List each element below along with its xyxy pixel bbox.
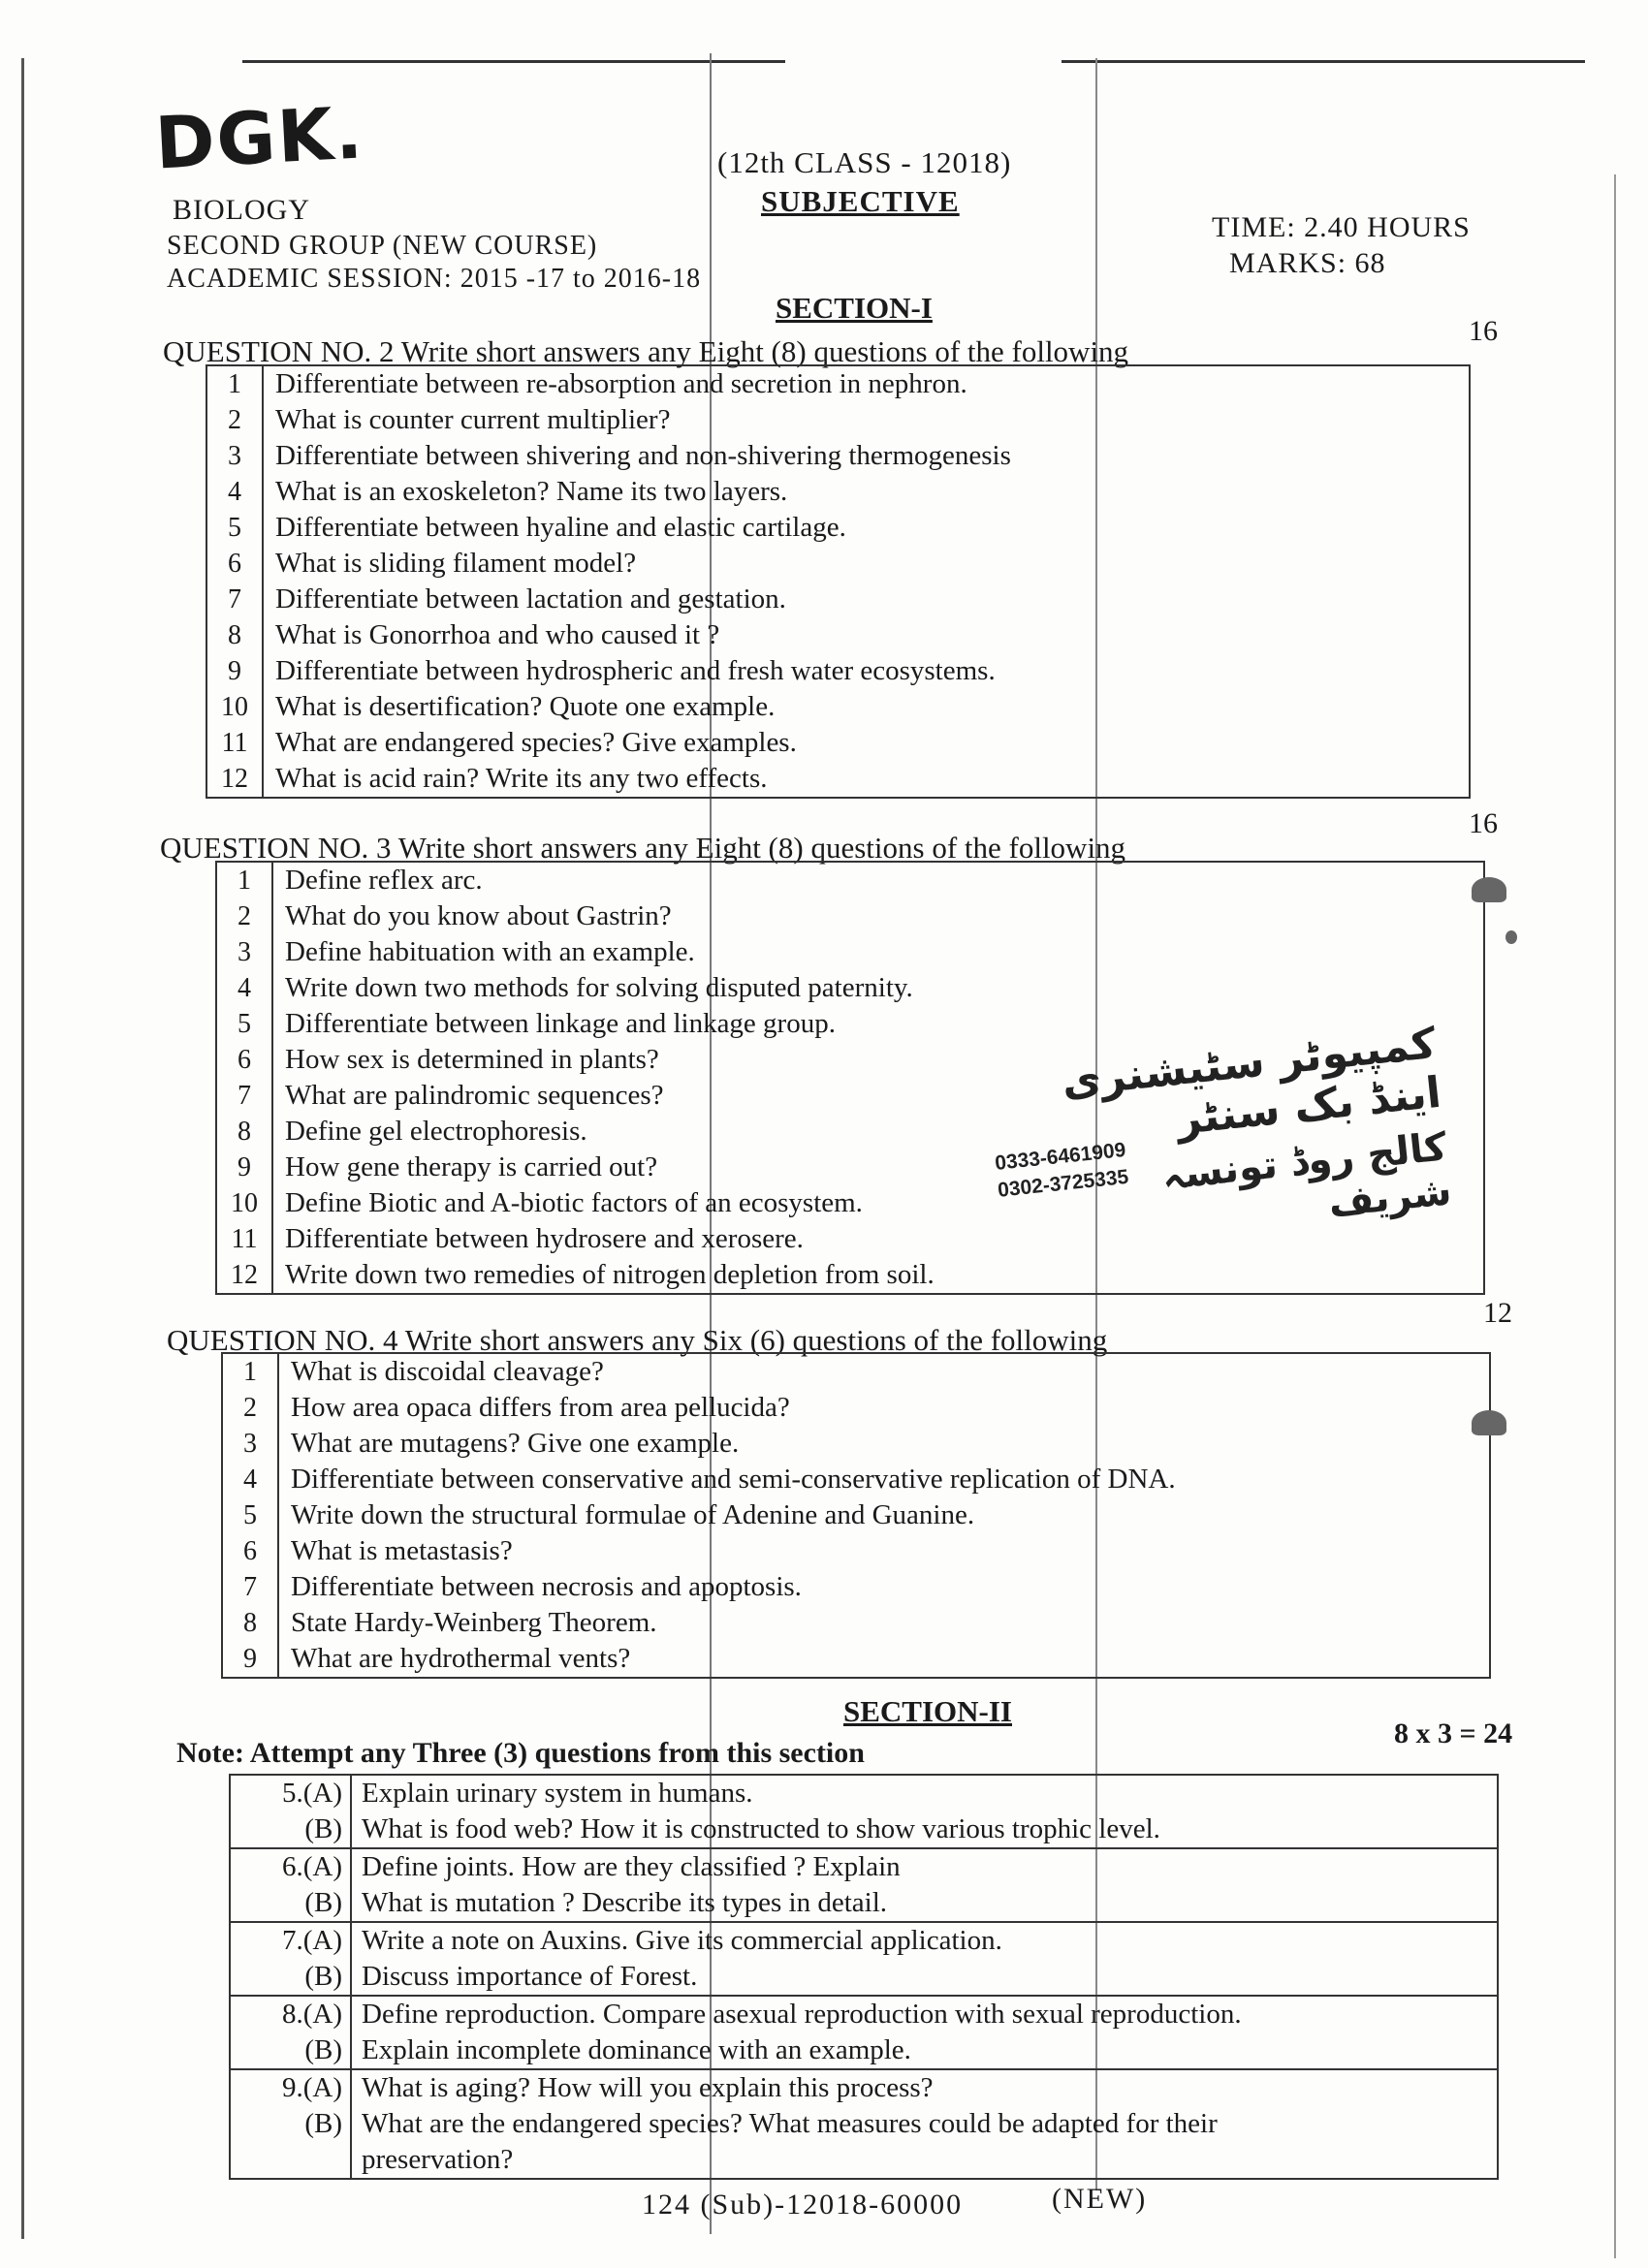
question-number: 9 [222, 1641, 278, 1678]
long-question-text: Explain urinary system in humans. [351, 1775, 1498, 1811]
q3-marks: 16 [1469, 807, 1498, 839]
question-number: 7 [222, 1569, 278, 1605]
long-question-row [230, 1996, 1498, 2032]
question-text: What is metastasis? [278, 1533, 1490, 1569]
group-label: SECOND GROUP (NEW COURSE) [167, 231, 598, 261]
question-number: 12 [216, 1257, 272, 1294]
question-number: 11 [206, 725, 263, 761]
paper-type: SUBJECTIVE [761, 184, 960, 218]
long-question-row [230, 1811, 1498, 1848]
question-text: What is Gonorrhoa and who caused it ? [263, 617, 1470, 653]
question-number: 2 [216, 898, 272, 934]
question-row [206, 653, 1470, 689]
question-number: 3 [206, 438, 263, 474]
stamp-phone-1: 0333-6461909 [994, 1138, 1127, 1175]
question-text: Differentiate between necrosis and apoptosis. [278, 1569, 1490, 1605]
long-question-label: (B) [230, 1811, 351, 1848]
question-row [206, 402, 1470, 438]
long-question-text: What is food web? How it is constructed to show various trophic level. [351, 1811, 1498, 1848]
long-question-label: (B) [230, 2106, 351, 2142]
question-text: What do you know about Gastrin? [272, 898, 1484, 934]
long-question-text: What are the endangered species? What measures could be adapted for their [351, 2106, 1498, 2142]
long-question-text: What is mutation ? Describe its types in detail. [351, 1885, 1498, 1922]
question-text: Write down the structural formulae of Adenine and Guanine. [278, 1497, 1490, 1533]
stamp-line-1: کمپیوٹر سٹیشنری اینڈ بک سنٹر [1059, 1018, 1443, 1146]
q2-marks: 16 [1469, 315, 1498, 347]
question-row [206, 582, 1470, 617]
question-text: Define Biotic and A-biotic factors of an ecosystem. [272, 1185, 1484, 1221]
question-row [222, 1605, 1490, 1641]
long-question-label: 5.(A) [230, 1775, 351, 1811]
long-question-text: What is aging? How will you explain this process? [351, 2069, 1498, 2106]
question-number: 10 [206, 689, 263, 725]
question-text: Differentiate between linkage and linkage group. [272, 1006, 1484, 1042]
question-row [216, 1257, 1484, 1294]
question-row [206, 689, 1470, 725]
long-question-row [230, 2142, 1498, 2179]
question-number: 8 [216, 1114, 272, 1150]
long-question-text: Define reproduction. Compare asexual reproduction with sexual reproduction. [351, 1996, 1498, 2032]
question-number: 1 [216, 862, 272, 898]
question-number: 7 [216, 1078, 272, 1114]
question-row [222, 1462, 1490, 1497]
subject-name: BIOLOGY [173, 194, 310, 226]
question-text: Write down two methods for solving disputed paternity. [272, 970, 1484, 1006]
question-number: 11 [216, 1221, 272, 1257]
question-number: 8 [222, 1605, 278, 1641]
stamp-line-2: کالج روڈ تونسہ شریف [1159, 1124, 1454, 1227]
question-text: What is desertification? Quote one example. [263, 689, 1470, 725]
handwritten-tag: DGK. [152, 91, 366, 186]
question-text: State Hardy-Weinberg Theorem. [278, 1605, 1490, 1641]
question-text: How gene therapy is carried out? [272, 1150, 1484, 1185]
question-text: What is an exoskeleton? Name its two layers. [263, 474, 1470, 510]
question-text: Differentiate between shivering and non-shivering thermogenesis [263, 438, 1470, 474]
question-number: 1 [222, 1353, 278, 1390]
question-text: How sex is determined in plants? [272, 1042, 1484, 1078]
question-row [216, 970, 1484, 1006]
question-text: Differentiate between hydrospheric and fresh water ecosystems. [263, 653, 1470, 689]
question-number: 4 [216, 970, 272, 1006]
question-number: 3 [216, 934, 272, 970]
question-number: 5 [216, 1006, 272, 1042]
class-label: (12th CLASS - 12018) [717, 145, 1012, 179]
section-2-table [229, 1774, 1499, 2180]
long-question-label: (B) [230, 1885, 351, 1922]
q4-marks: 12 [1483, 1297, 1512, 1329]
question-row [206, 761, 1470, 798]
marks-label: MARKS: 68 [1229, 247, 1386, 279]
question-number: 4 [222, 1462, 278, 1497]
long-question-label: (B) [230, 1959, 351, 1996]
long-question-text: Explain incomplete dominance with an example. [351, 2032, 1498, 2069]
section-1-title: SECTION-I [776, 291, 933, 325]
question-number: 3 [222, 1426, 278, 1462]
session-label: ACADEMIC SESSION: 2015 -17 to 2016-18 [167, 264, 702, 294]
question-row [206, 510, 1470, 546]
q3-title-text: QUESTION NO. 3 Write short answers any Eight (8) questions of the following [160, 831, 1126, 865]
scan-hole-mark-2 [1472, 1410, 1506, 1435]
footer-code: 124 (Sub)-12018-60000 [642, 2189, 964, 2221]
long-question-label: 7.(A) [230, 1922, 351, 1959]
question-number: 9 [206, 653, 263, 689]
question-number: 7 [206, 582, 263, 617]
long-question-label [230, 2142, 351, 2179]
scan-top-rule-left [242, 60, 785, 63]
question-text: What is discoidal cleavage? [278, 1353, 1490, 1390]
question-number: 2 [206, 402, 263, 438]
question-text: What is acid rain? Write its any two effects. [263, 761, 1470, 798]
question-row [222, 1426, 1490, 1462]
section-2-note: Note: Attempt any Three (3) questions from this section [176, 1737, 865, 1769]
long-question-row [230, 1848, 1498, 1885]
footer-tag: (NEW) [1052, 2183, 1148, 2215]
question-text: Differentiate between hydrosere and xerosere. [272, 1221, 1484, 1257]
long-question-text: Define joints. How are they classified ? Explain [351, 1848, 1498, 1885]
question-row [222, 1569, 1490, 1605]
question-number: 6 [216, 1042, 272, 1078]
question-number: 1 [206, 365, 263, 402]
long-question-label: 9.(A) [230, 2069, 351, 2106]
question-row [206, 546, 1470, 582]
question-number: 6 [222, 1533, 278, 1569]
question-row [206, 725, 1470, 761]
scan-dot-mark [1505, 930, 1517, 944]
question-row [222, 1533, 1490, 1569]
question-row [206, 617, 1470, 653]
question-number: 6 [206, 546, 263, 582]
long-question-row [230, 2032, 1498, 2069]
question-text: Differentiate between re-absorption and secretion in nephron. [263, 365, 1470, 402]
long-question-text: Write a note on Auxins. Give its commercial application. [351, 1922, 1498, 1959]
question-number: 8 [206, 617, 263, 653]
long-question-row [230, 1922, 1498, 1959]
question-text: What is counter current multiplier? [263, 402, 1470, 438]
question-text: Differentiate between hyaline and elastic cartilage. [263, 510, 1470, 546]
question-text: What are endangered species? Give examples. [263, 725, 1470, 761]
question-text: Differentiate between lactation and gestation. [263, 582, 1470, 617]
q4-table [221, 1352, 1491, 1679]
long-question-row [230, 1959, 1498, 1996]
question-number: 10 [216, 1185, 272, 1221]
question-text: Define gel electrophoresis. [272, 1114, 1484, 1150]
scan-right-edge [1614, 174, 1616, 2258]
question-row [206, 474, 1470, 510]
time-label: TIME: 2.40 HOURS [1212, 211, 1471, 243]
question-number: 9 [216, 1150, 272, 1185]
section-2-title: SECTION-II [843, 1694, 1012, 1728]
question-text: How area opaca differs from area pellucida? [278, 1390, 1490, 1426]
question-row [216, 862, 1484, 898]
long-question-label: (B) [230, 2032, 351, 2069]
long-question-text: preservation? [351, 2142, 1498, 2179]
question-row [222, 1497, 1490, 1533]
scan-hole-mark-1 [1472, 877, 1506, 902]
long-question-text: Discuss importance of Forest. [351, 1959, 1498, 1996]
question-text: Write down two remedies of nitrogen depletion from soil. [272, 1257, 1484, 1294]
question-row [216, 898, 1484, 934]
question-text: Define reflex arc. [272, 862, 1484, 898]
question-text: What are palindromic sequences? [272, 1078, 1484, 1114]
q2-title-text: QUESTION NO. 2 Write short answers any Eight (8) questions of the following [163, 334, 1129, 368]
question-text: What are mutagens? Give one example. [278, 1426, 1490, 1462]
long-question-row [230, 1775, 1498, 1811]
question-number: 12 [206, 761, 263, 798]
section-2-marks: 8 x 3 = 24 [1394, 1717, 1513, 1749]
question-row [216, 934, 1484, 970]
question-row [206, 365, 1470, 402]
question-row [222, 1353, 1490, 1390]
long-question-row [230, 2069, 1498, 2106]
stamp-phone-2: 0302-3725335 [997, 1165, 1130, 1202]
question-number: 5 [222, 1497, 278, 1533]
long-question-row [230, 2106, 1498, 2142]
question-text: Define habituation with an example. [272, 934, 1484, 970]
question-number: 5 [206, 510, 263, 546]
question-text: What are hydrothermal vents? [278, 1641, 1490, 1678]
question-text: Differentiate between conservative and semi-conservative replication of DNA. [278, 1462, 1490, 1497]
question-row [222, 1390, 1490, 1426]
scan-top-rule-right [1062, 60, 1585, 63]
long-question-label: 6.(A) [230, 1848, 351, 1885]
scan-left-edge [21, 58, 24, 2239]
q2-table [206, 364, 1471, 799]
question-row [222, 1641, 1490, 1678]
question-number: 4 [206, 474, 263, 510]
q4-title-text: QUESTION NO. 4 Write short answers any Six (6) questions of the following [167, 1323, 1108, 1357]
long-question-row [230, 1885, 1498, 1922]
long-question-label: 8.(A) [230, 1996, 351, 2032]
question-text: What is sliding filament model? [263, 546, 1470, 582]
question-row [206, 438, 1470, 474]
question-number: 2 [222, 1390, 278, 1426]
